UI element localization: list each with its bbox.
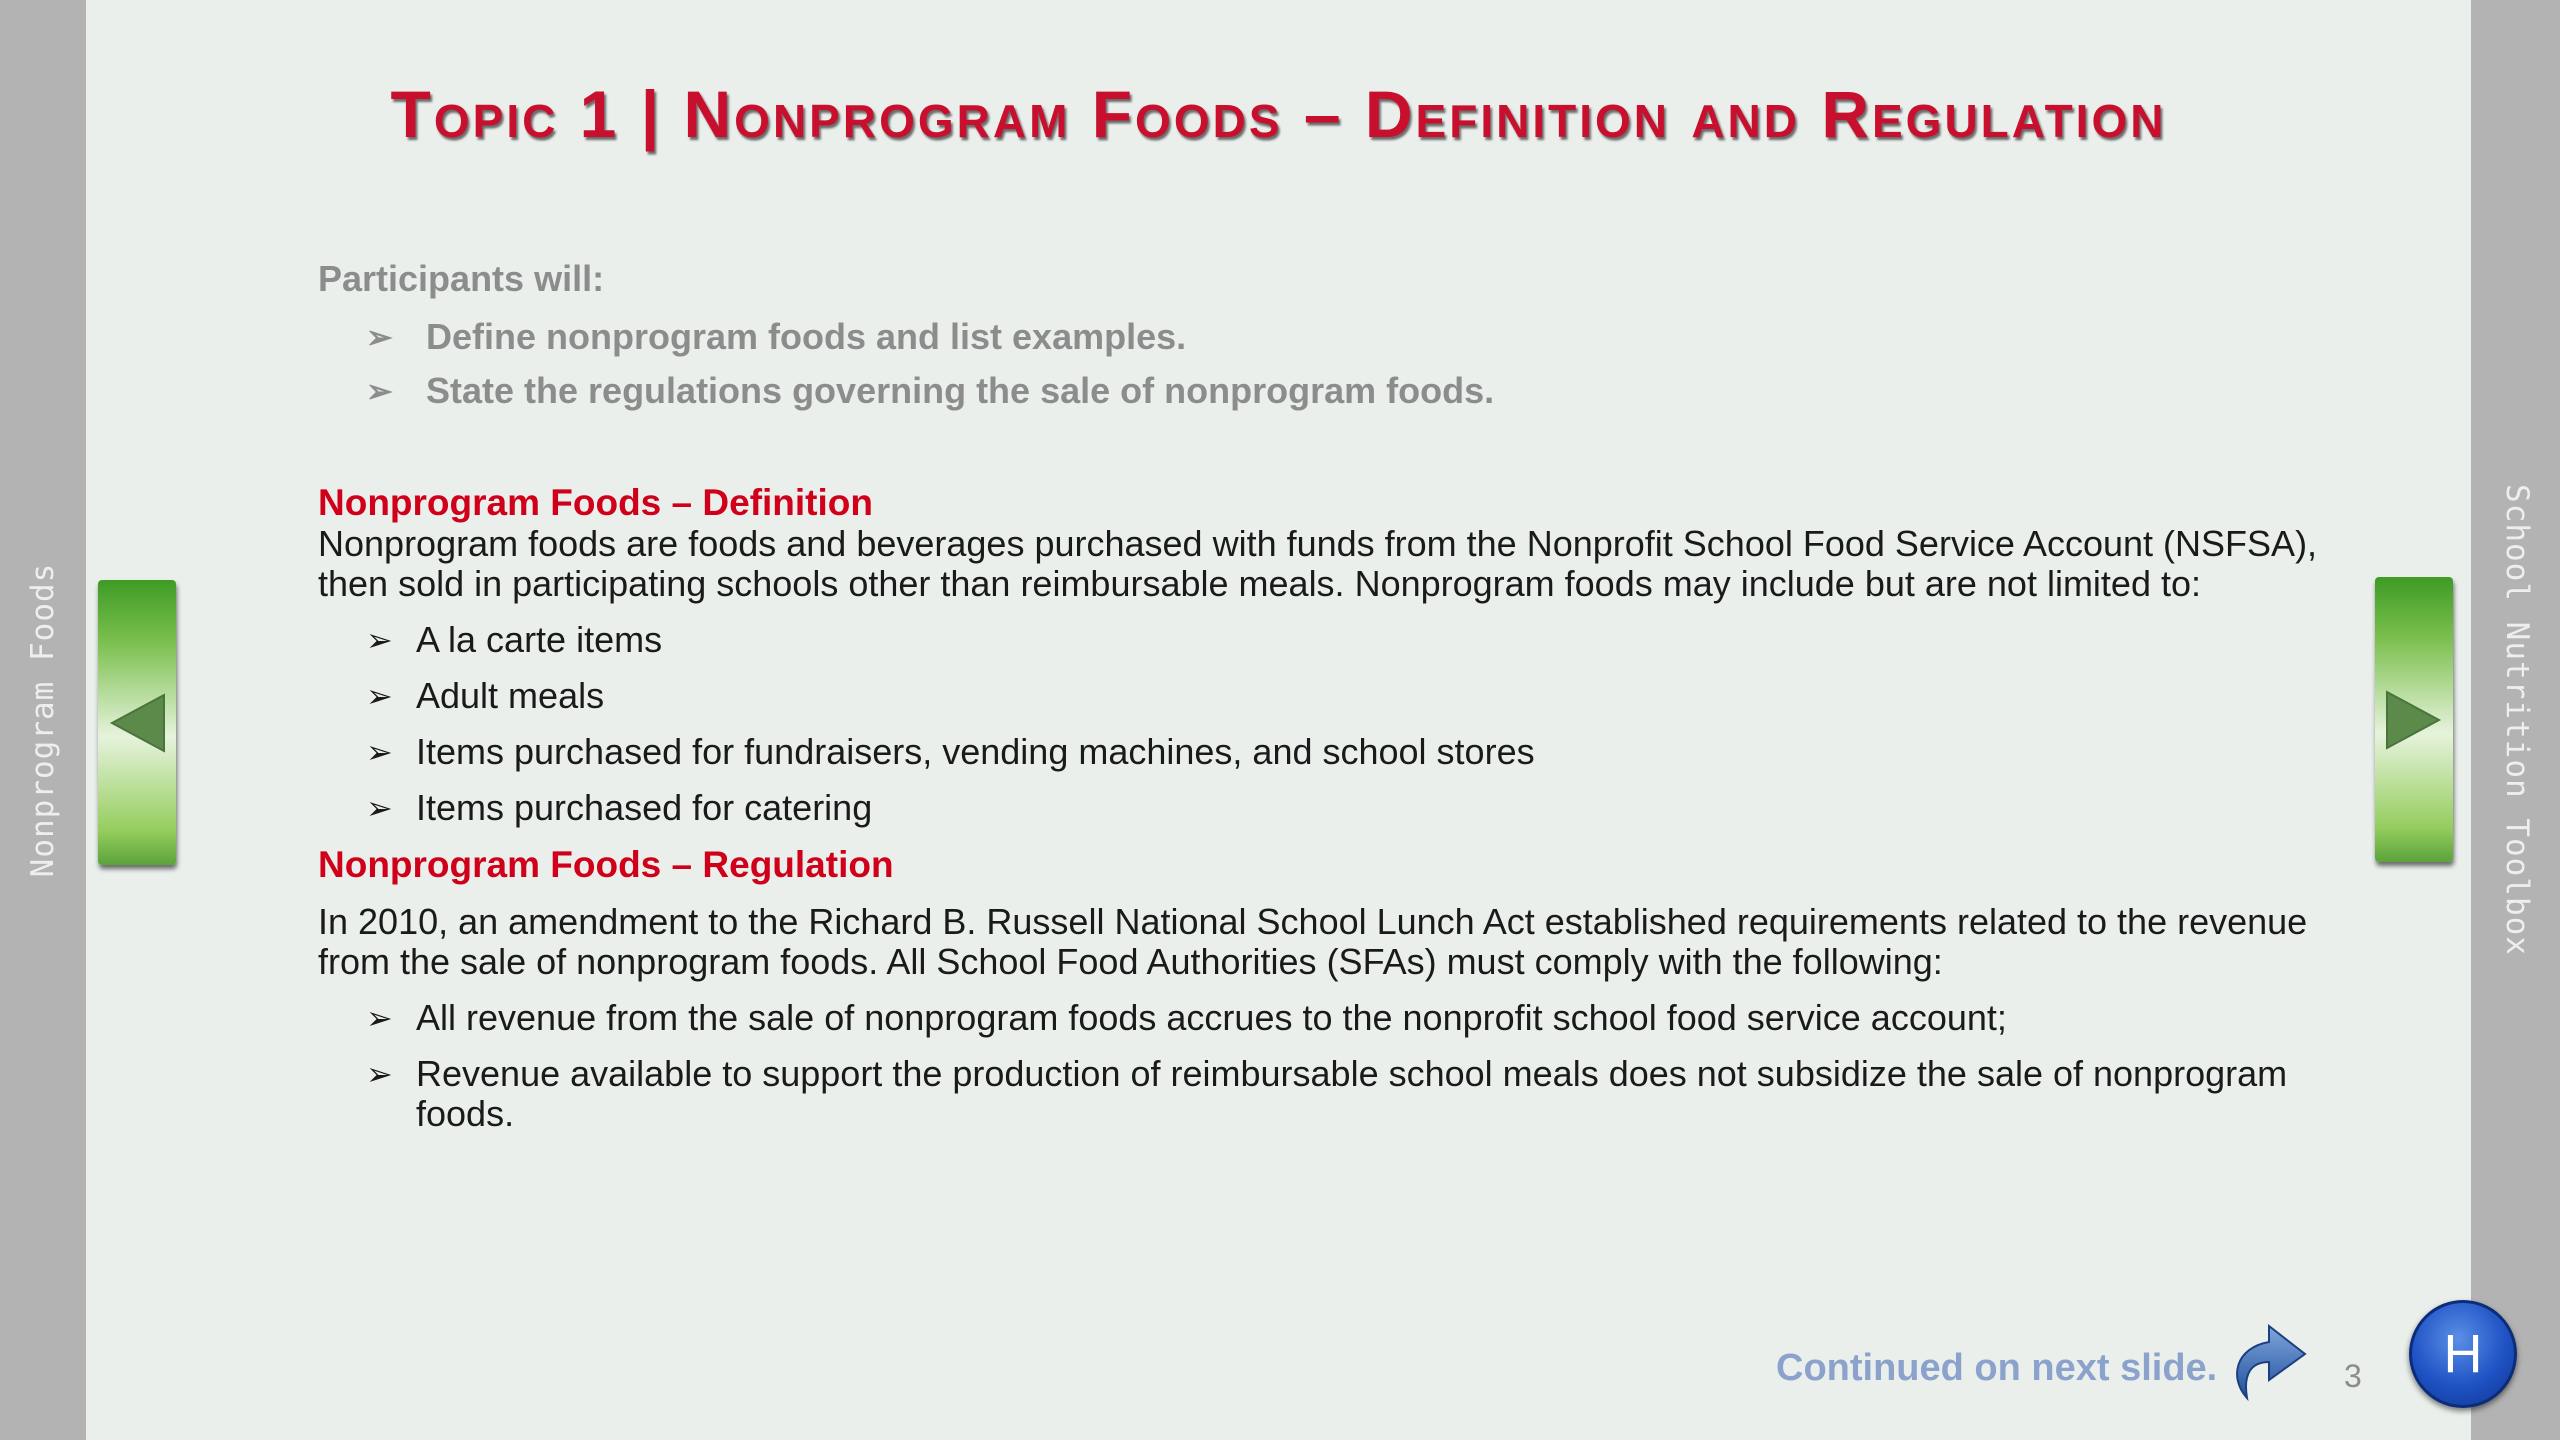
home-button[interactable]: H [2409, 1300, 2517, 1408]
arrow-bullet-icon: ➢ [366, 678, 393, 714]
definition-item [318, 788, 2338, 828]
definition-list [318, 620, 2338, 828]
definition-heading: Nonprogram Foods – Definition [318, 482, 873, 523]
curved-forward-arrow-icon[interactable] [2225, 1318, 2309, 1402]
next-slide-button[interactable] [2375, 577, 2453, 862]
arrow-bullet-icon: ➢ [366, 1056, 393, 1092]
regulation-item [318, 998, 2338, 1038]
arrow-bullet-icon: ➢ [366, 319, 393, 355]
continued-next-slide-text: Continued on next slide. [1776, 1347, 2218, 1389]
regulation-heading: Nonprogram Foods – Regulation [318, 844, 894, 885]
objective-item [318, 310, 2338, 364]
previous-slide-button[interactable] [98, 580, 176, 865]
arrow-bullet-icon: ➢ [366, 734, 393, 770]
slide-title: Topic 1 | Nonprogram Foods – Definition and Regulation [390, 77, 2167, 151]
definition-item-text: A la carte items [416, 619, 663, 660]
definition-paragraph: Nonprogram foods are foods and beverages purchased with funds from the Nonprofit School Food Service Account (NSFSA), then sold in participating schools other than reimbursable meals. Nonprogram foods may include but are not limited to: [318, 523, 2318, 604]
definition-item [318, 732, 2338, 772]
definition-item [318, 620, 2338, 660]
regulation-paragraph: In 2010, an amendment to the Richard B. Russell National School Lunch Act established requirements related to the revenue from the sale of nonprogram foods. All School Food Authorities (SFAs) must comply with the following: [318, 901, 2308, 982]
definition-item-text: Items purchased for catering [416, 787, 873, 828]
arrow-bullet-icon: ➢ [366, 1000, 393, 1036]
definition-item-text: Items purchased for fundraisers, vending machines, and school stores [416, 731, 1535, 772]
regulation-item-text: All revenue from the sale of nonprogram foods accrues to the nonprofit school food service account; [416, 997, 2007, 1038]
objective-text: State the regulations governing the sale of nonprogram foods. [426, 370, 1495, 411]
triangle-right-icon [2385, 690, 2443, 750]
objectives-list [318, 310, 2338, 418]
arrow-bullet-icon: ➢ [366, 622, 393, 658]
page-number: 3 [2344, 1358, 2362, 1394]
objectives-heading: Participants will: [318, 258, 605, 299]
triangle-left-icon [108, 693, 166, 753]
left-sidebar-label: Nonprogram Foods [25, 562, 61, 878]
right-sidebar-label: School Nutrition Toolbox [2499, 484, 2535, 956]
arrow-bullet-icon: ➢ [366, 790, 393, 826]
regulation-item [318, 1054, 2338, 1134]
regulation-list [318, 998, 2338, 1134]
definition-item [318, 676, 2338, 716]
objective-item [318, 364, 2338, 418]
slide-area [86, 0, 2471, 1440]
objective-text: Define nonprogram foods and list examples. [426, 316, 1187, 357]
definition-item-text: Adult meals [416, 675, 605, 716]
slide-content [318, 258, 2338, 1150]
regulation-item-text: Revenue available to support the production of reimbursable school meals does not subsidize the sale of nonprogram foods. [416, 1053, 2288, 1134]
arrow-bullet-icon: ➢ [366, 373, 393, 409]
